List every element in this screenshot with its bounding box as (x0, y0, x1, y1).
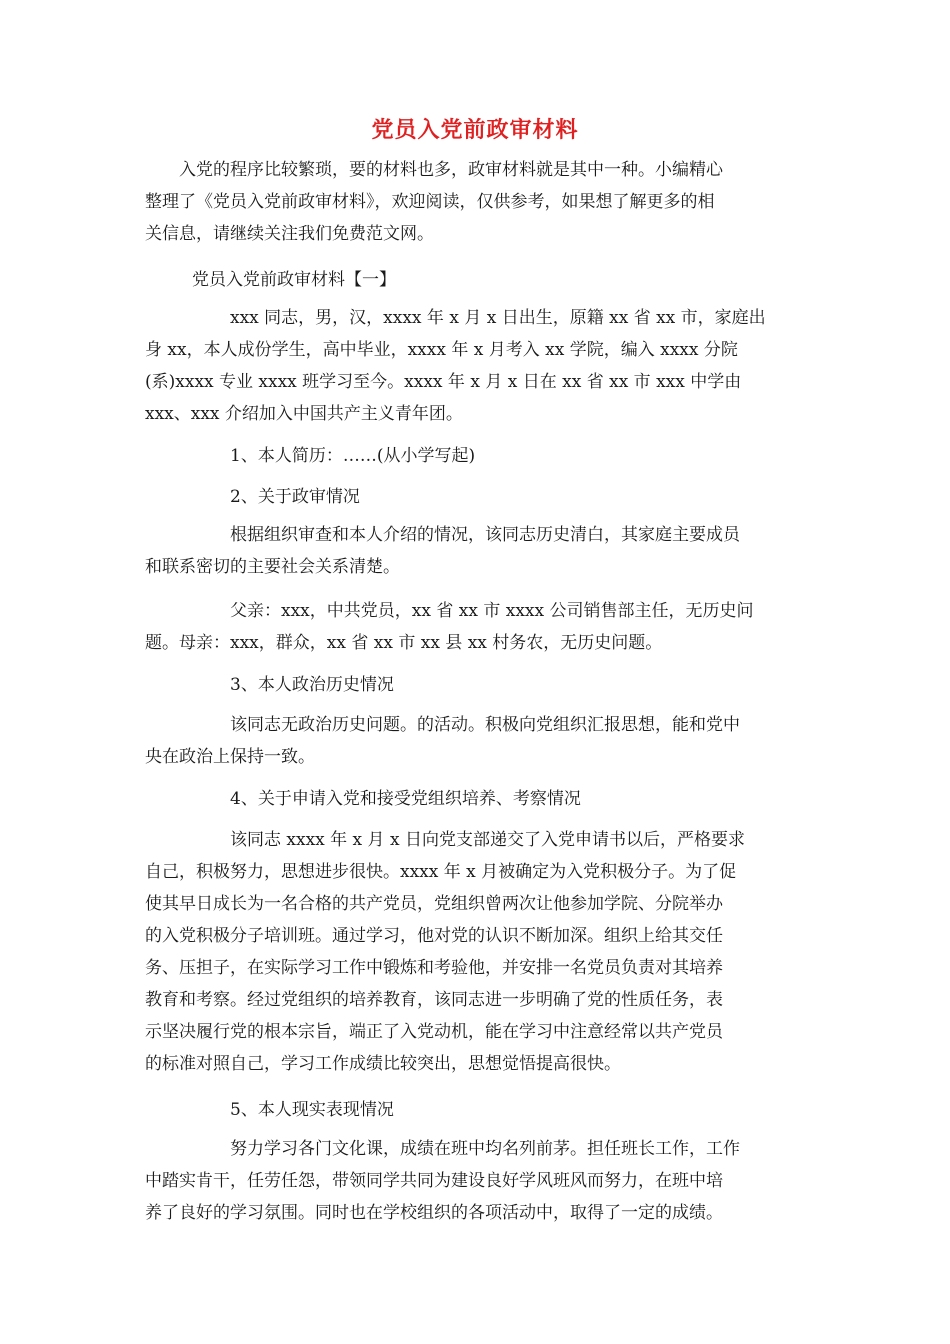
text-line: 党员入党前政审材料【一】 (192, 270, 396, 290)
item-5-heading (230, 1094, 394, 1126)
basic-info-paragraph (145, 302, 766, 430)
text-line: 题。母亲：xxx，群众，xx 省 xx 市 xx 县 xx 村务农，无历史问题。 (145, 633, 663, 653)
text-line: xxx、xxx 介绍加入中国共产主义青年团。 (145, 404, 463, 424)
item-2-body (145, 519, 740, 583)
item-2-family (145, 595, 753, 659)
text-line: 整理了《党员入党前政审材料》，欢迎阅读，仅供参考，如果想了解更多的相 (145, 192, 715, 212)
item-3-body (145, 709, 740, 773)
item-5-body (145, 1133, 740, 1229)
text-line: 示坚决履行党的根本宗旨，端正了入党动机，能在学习中注意经常以共产党员 (145, 1022, 723, 1042)
text-line: 3、本人政治历史情况 (230, 675, 394, 695)
item-4-body (145, 824, 745, 1080)
text-line: 身 xx，本人成份学生，高中毕业，xxxx 年 x 月考入 xx 学院，编入 xxxx 分院 (145, 340, 738, 360)
text-line: 入党的程序比较繁琐，要的材料也多，政审材料就是其中一种。小编精心 (179, 160, 723, 180)
text-line: 4、关于申请入党和接受党组织培养、考察情况 (230, 789, 581, 809)
text-line: 自己，积极努力，思想进步很快。xxxx 年 x 月被确定为入党积极分子。为了促 (145, 862, 737, 882)
item-3-heading (230, 669, 394, 701)
text-line: 关信息，请继续关注我们免费范文网。 (145, 224, 434, 244)
section-heading (192, 264, 396, 296)
text-line: 中踏实肯干，任劳任怨，带领同学共同为建设良好学风班风而努力，在班中培 (145, 1171, 723, 1191)
text-line: 该同志 xxxx 年 x 月 x 日向党支部递交了入党申请书以后，严格要求 (230, 830, 745, 850)
text-line: 的入党积极分子培训班。通过学习，他对党的认识不断加深。组织上给其交任 (145, 926, 723, 946)
item-1-heading (230, 440, 475, 472)
text-line: 根据组织审查和本人介绍的情况，该同志历史清白，其家庭主要成员 (230, 525, 740, 545)
text-line: 央在政治上保持一致。 (145, 747, 315, 767)
intro-paragraph (145, 154, 723, 250)
text-line: (系)xxxx 专业 xxxx 班学习至今。xxxx 年 x 月 x 日在 xx 省 xx 市 xxx 中学由 (145, 372, 742, 392)
text-line: xxx 同志，男，汉，xxxx 年 x 月 x 日出生，原籍 xx 省 xx 市，家庭出 (230, 308, 766, 328)
text-line: 5、本人现实表现情况 (230, 1100, 394, 1120)
text-line: 和联系密切的主要社会关系清楚。 (145, 557, 400, 577)
text-line: 2、关于政审情况 (230, 487, 360, 507)
text-line: 1、本人简历：……(从小学写起) (230, 446, 476, 466)
item-4-heading (230, 783, 581, 815)
text-line: 的标准对照自己，学习工作成绩比较突出，思想觉悟提高很快。 (145, 1054, 621, 1074)
document-title: 党员入党前政审材料 (371, 118, 579, 143)
text-line: 父亲：xxx，中共党员，xx 省 xx 市 xxxx 公司销售部主任，无历史问 (230, 601, 754, 621)
text-line: 使其早日成长为一名合格的共产党员，党组织曾两次让他参加学院、分院举办 (145, 894, 723, 914)
item-2-heading (230, 481, 360, 513)
text-line: 该同志无政治历史问题。的活动。积极向党组织汇报思想，能和党中 (230, 715, 740, 735)
text-line: 努力学习各门文化课，成绩在班中均名列前茅。担任班长工作，工作 (230, 1139, 740, 1159)
text-line: 务、压担子，在实际学习工作中锻炼和考验他，并安排一名党员负责对其培养 (145, 958, 723, 978)
text-line: 教育和考察。经过党组织的培养教育，该同志进一步明确了党的性质任务，表 (145, 990, 723, 1010)
text-line: 养了良好的学习氛围。同时也在学校组织的各项活动中，取得了一定的成绩。 (145, 1203, 723, 1223)
